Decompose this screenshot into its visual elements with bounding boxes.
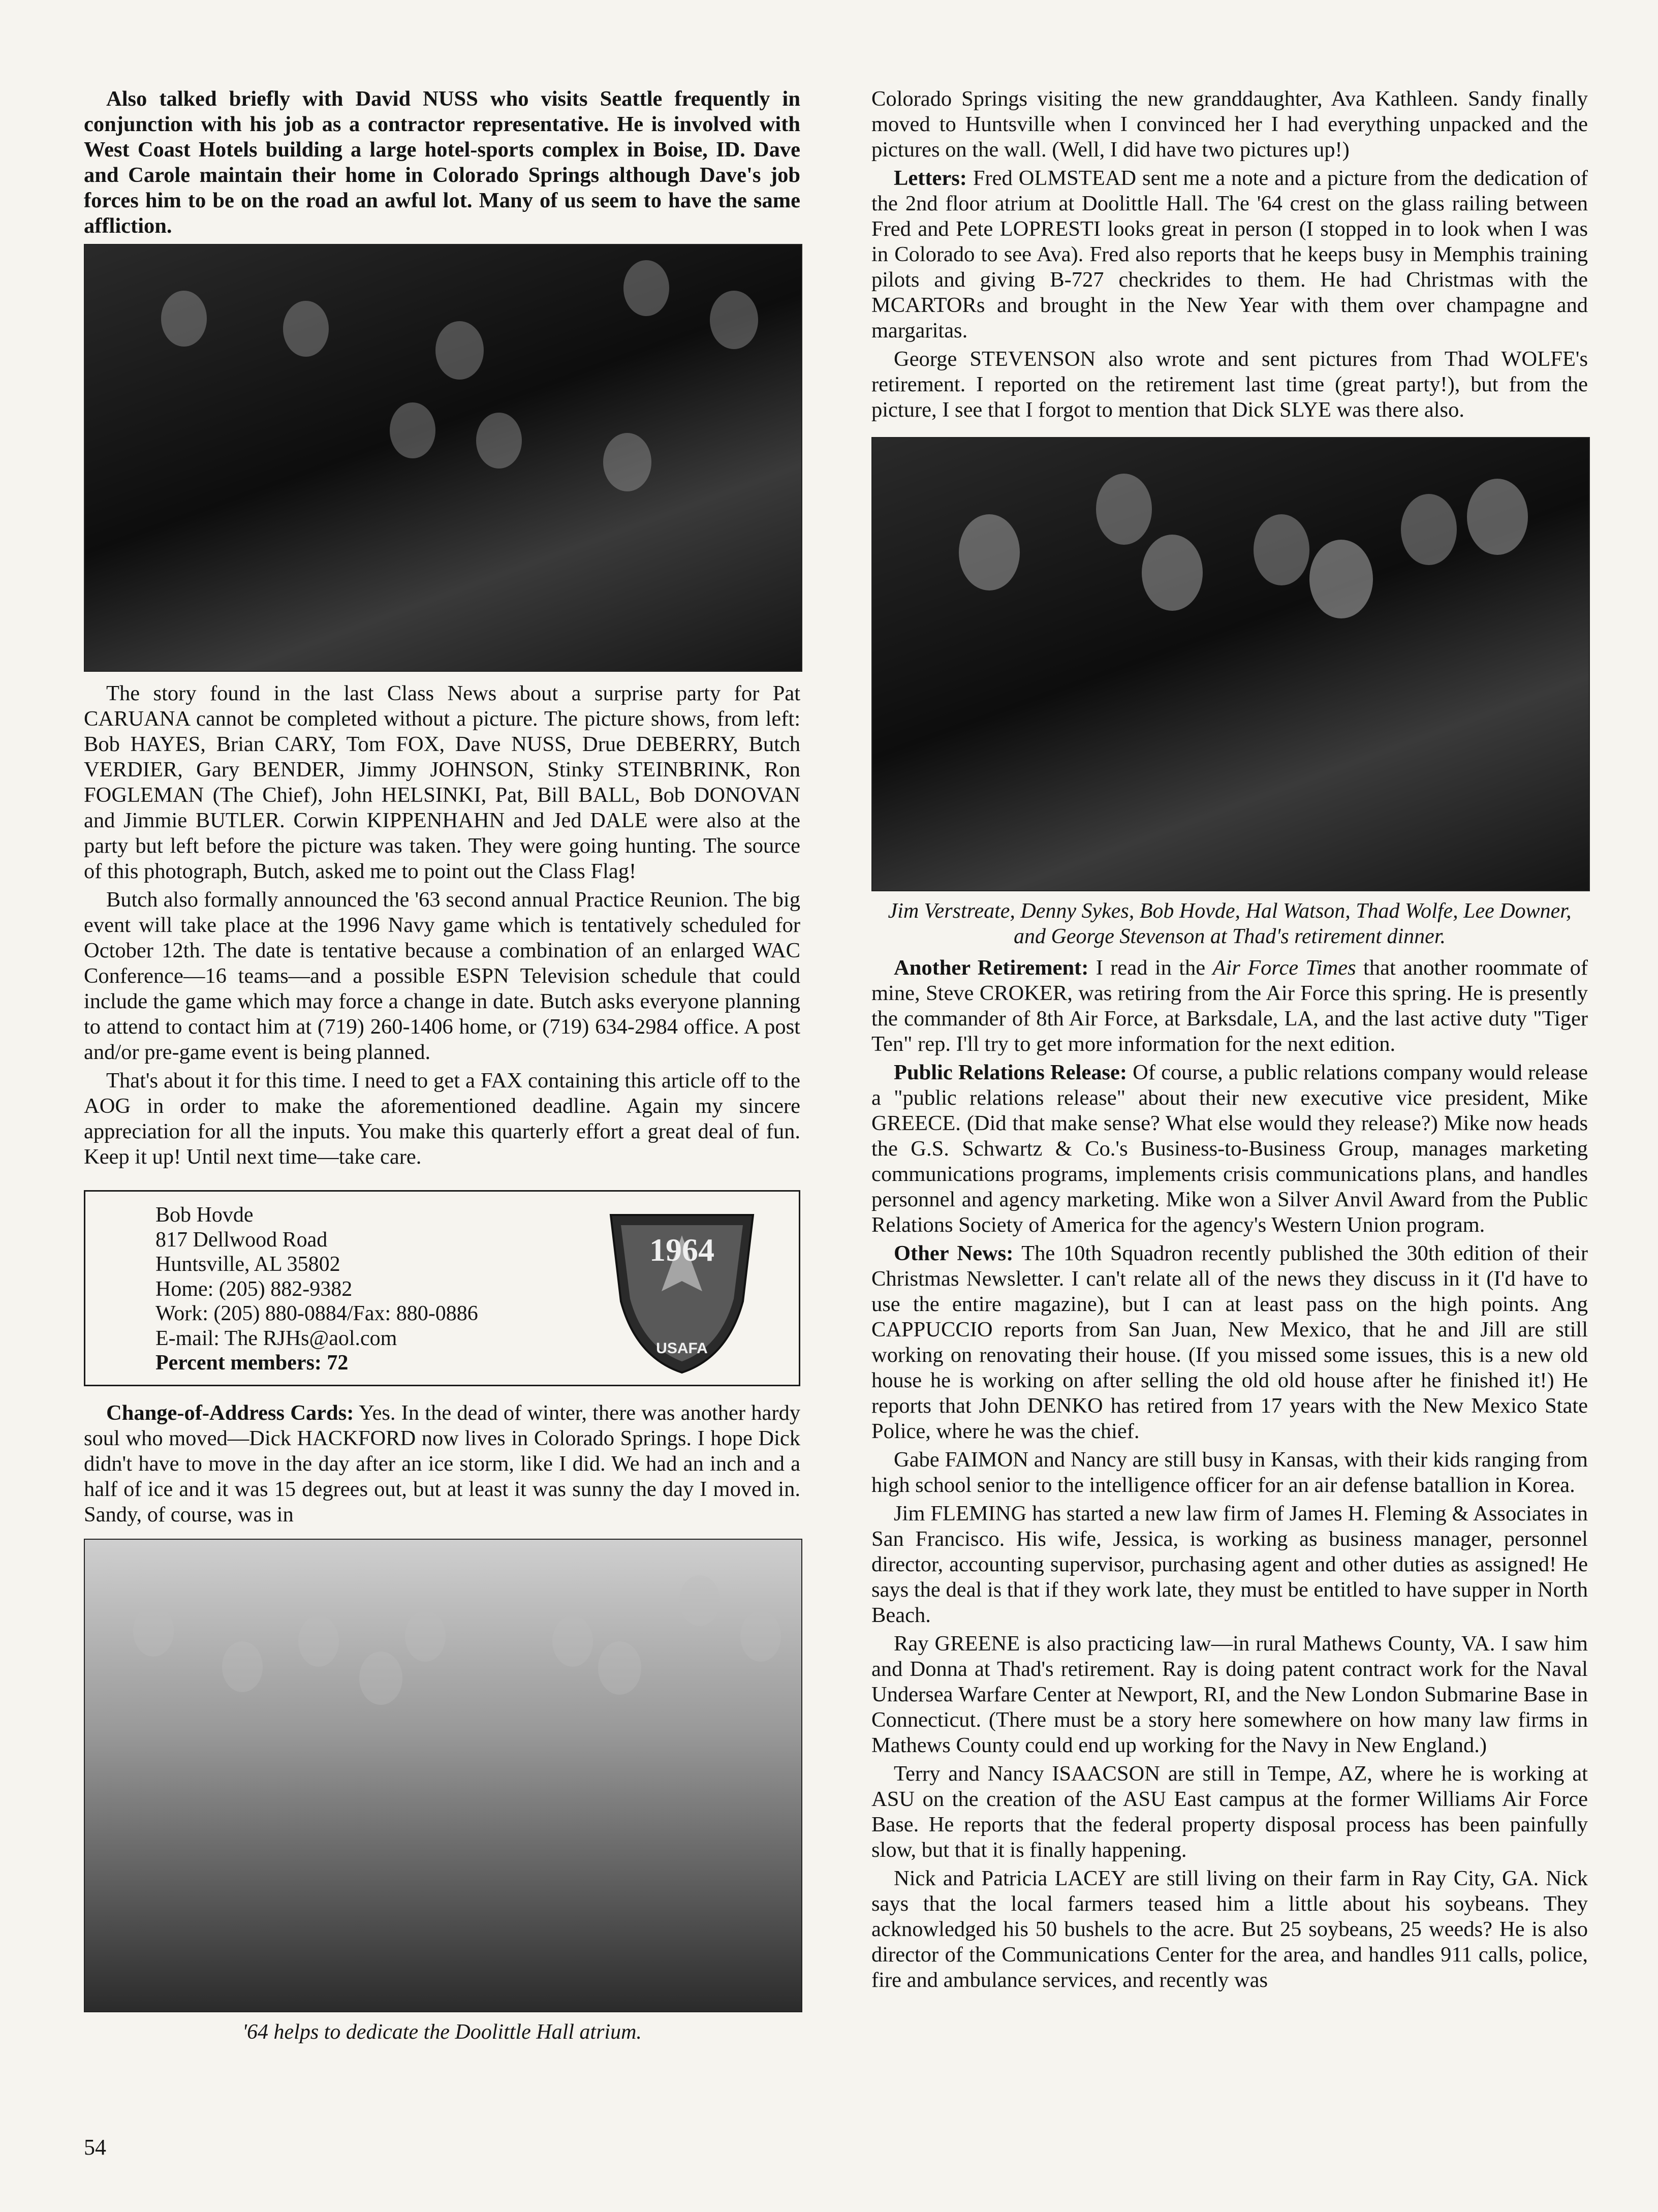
photo-figure: [298, 1616, 339, 1667]
photo-figure: [476, 413, 522, 469]
photo-figure: [222, 1641, 263, 1692]
contact-percent-members: Percent members: 72: [155, 1351, 349, 1375]
letters-paragraph: [871, 166, 1588, 344]
photo-figure: [283, 301, 329, 357]
other-news-text: The 10th Squadron recently published the 30th edition of their Christmas Newsletter. I can't relate all of the news they discuss in it (I'd have to use the entire magazine), but I can at least pass on the high points. Ang CAPPUCCIO reports from San Juan, New Mexico, that he and Jill are still working on renovating their house. (If you missed some issues, this is a new old house he is working on after selling the old old house after he finished it!) He reports that John DENKO has retired from 17 years with the New Mexico State Police, where he was the chief.: [871, 1241, 1588, 1443]
public-relations-paragraph: [871, 1060, 1588, 1238]
photo-figure: [603, 433, 651, 491]
crest-letters: USAFA: [656, 1340, 708, 1357]
class-scribe-contact-box: [84, 1190, 800, 1386]
closing-paragraph: That's about it for this time. I need to get a FAX containing this article off to the AOG in order to make the aforementioned deadline. Again my sincere appreciation for all the inputs. You make this quarterly effort a great deal of fun. Keep it up! Until next time—take care.: [84, 1069, 800, 1169]
photo-figure: [435, 321, 484, 380]
class-crest-icon: [601, 1205, 763, 1376]
reunion-paragraph: Butch also formally announced the '63 second annual Practice Reunion. The big event will take place at the 1996 Navy game which is tentatively scheduled for October 12th. The date is tentative because a combination of an enlarged WAC Conference—16 teams—and a possible ESPN Television schedule that could include the game which may force a change in date. Butch asks everyone planning to attend to contact him at (719) 260-1406 home, or (719) 634-2984 office. A post and/or pre-game event is being planned.: [84, 888, 800, 1064]
photo-figure: [1142, 535, 1203, 611]
photo-figure: [1401, 494, 1457, 565]
other-news-heading: Other News:: [894, 1241, 1014, 1265]
contact-home-phone: Home: (205) 882-9382: [155, 1277, 353, 1301]
change-of-address-heading: Change-of-Address Cards:: [106, 1401, 354, 1425]
another-retirement-text-a: I read in the: [1088, 956, 1213, 980]
faimon-paragraph: Gabe FAIMON and Nancy are still busy in Kansas, with their kids ranging from high school senior to the intelligence officer for an air defense batallion in Korea.: [871, 1448, 1588, 1497]
letters-text: Fred OLMSTEAD sent me a note and a picture from the dedication of the 2nd floor atrium at Doolittle Hall. The '64 crest on the glass railing between Fred and Pete LOPRESTI looks great in person (I stopped in to look when I was in Colorado to see Ava). Fred also reports that he keeps busy in Memphis training pilots and giving B-727 checkrides to them. He had Christmas with the MCARTORs and brought in the New Year with them over champagne and margaritas.: [871, 166, 1588, 342]
contact-address-line-1: 817 Dellwood Road: [155, 1228, 328, 1252]
contact-name: Bob Hovde: [155, 1203, 254, 1227]
contact-address-line-2: Huntsville, AL 35802: [155, 1253, 340, 1276]
granddaughter-paragraph: Colorado Springs visiting the new granddaughter, Ava Kathleen. Sandy finally moved to Huntsville when I convinced her I had everything unpacked and the pictures on the wall. (Well, I did have two pictures up!): [871, 87, 1588, 162]
letters-heading: Letters:: [894, 166, 967, 190]
contact-email: E-mail: The RJHs@aol.com: [155, 1326, 397, 1350]
page-number: 54: [84, 2135, 106, 2160]
photo-figure: [552, 1616, 593, 1667]
photo-figure: [598, 1641, 641, 1695]
photo-figure: [710, 291, 758, 349]
nuss-paragraph: Also talked briefly with David NUSS who visits Seattle frequently in conjunction with his job as a contractor representative. He is involved with West Coast Hotels building a large hotel-sports complex in Boise, ID. Dave and Carole maintain their home in Colorado Springs although Dave's job forces him to be on the road an awful lot. Many of us seem to have the same affliction.: [84, 87, 800, 238]
stevenson-paragraph: George STEVENSON also wrote and sent pictures from Thad WOLFE's retirement. I reported on the retirement last time (great party!), but from the picture, I see that I forgot to mention that Dick SLYE was there also.: [871, 347, 1588, 422]
photo-figure: [679, 1575, 720, 1626]
greene-paragraph: Ray GREENE is also practicing law—in rural Mathews County, VA. I saw him and Donna at Thad's retirement. Ray is doing patent contract work for the Naval Undersea Warfare Center at Newport, RI, and the New London Submarine Base in Connecticut. (There must be a story here somewhere on how many law firms in Mathews County could end up working for the Navy in New England.): [871, 1632, 1588, 1757]
air-force-times-title: Air Force Times: [1212, 956, 1356, 980]
public-relations-text: Of course, a public relations company would release a "public relations release" about their new executive vice president, Mike GREECE. (Did that make sense? What else would they release?) Mike now heads the G.S. Schwartz & Co.'s Business-to-Business Group, manages marketing communications programs, implements crisis communications plans, and handles personnel and agency marketing. Mike won a Silver Anvil Award from the Public Relations Society of America for the agency's Western Union program.: [871, 1061, 1588, 1237]
lacey-paragraph: Nick and Patricia LACEY are still living on their farm in Ray City, GA. Nick says that the local farmers teased him a little about his soybeans. They acknowledged his 50 bushels to the acre. But 25 soybeans, 25 weeds? He is also director of the Communications Center for the area, and handles 911 calls, police, fire and ambulance services, and recently was: [871, 1866, 1588, 1992]
another-retirement-paragraph: [871, 955, 1588, 1057]
retirement-dinner-photo: [871, 437, 1590, 891]
photo-figure: [133, 1606, 174, 1657]
photo-figure: [623, 260, 669, 316]
photo-figure: [1254, 514, 1309, 585]
change-of-address-text: Yes. In the dead of winter, there was another hardy soul who moved—Dick HACKFORD now lives in Colorado Springs. I hope Dick didn't have to move in the day after an ice storm, like I did. We had an inch and a half of ice and it was 15 degrees out, but at least it was sunny the day I moved in. Sandy, of course, was in: [84, 1401, 800, 1526]
photo-figure: [1309, 540, 1373, 618]
other-news-paragraph: [871, 1241, 1588, 1444]
retirement-photo-caption: Jim Verstreate, Denny Sykes, Bob Hovde, Hal Watson, Thad Wolfe, Lee Downer, and George Stevenson at Thad's retirement dinner.: [888, 899, 1572, 948]
right-column: [871, 86, 1588, 1996]
photo-figure: [390, 402, 435, 458]
photo-figure: [1467, 479, 1528, 555]
fleming-paragraph: Jim FLEMING has started a new law firm of James H. Fleming & Associates in San Francisco. His wife, Jessica, is working as business manager, personnel director, accounting supervisor, purchasing agent and other duties as assigned! He says the deal is that if they work late, they must be entitled to have supper in North Beach.: [871, 1502, 1588, 1627]
contact-work-phone: Work: (205) 880-0884/Fax: 880-0886: [155, 1302, 478, 1325]
photo-figure: [405, 1611, 446, 1662]
isaacson-paragraph: Terry and Nancy ISAACSON are still in Tempe, AZ, where he is working at ASU on the creation of the ASU East campus at the former Williams Air Force Base. He reports that the federal property disposal process has been painfully slow, but that it is finally happening.: [871, 1762, 1588, 1862]
public-relations-heading: Public Relations Release:: [894, 1061, 1128, 1084]
photo-figure: [959, 514, 1020, 590]
party-photo: [84, 244, 802, 672]
atrium-photo-caption: '64 helps to dedicate the Doolittle Hall atrium.: [242, 2020, 642, 2044]
another-retirement-heading: Another Retirement:: [894, 956, 1089, 980]
photo-figure: [359, 1652, 402, 1705]
photo-figure: [1096, 474, 1152, 545]
crest-year: 1964: [649, 1232, 714, 1268]
caruana-paragraph: The story found in the last Class News about a surprise party for Pat CARUANA cannot be completed without a picture. The picture shows, from left: Bob HAYES, Brian CARY, Tom FOX, Dave NUSS, Drue DEBERRY, Butch VERDIER, Gary BENDER, Jimmy JOHNSON, Stinky STEINBRINK, Ron FOGLEMAN (The Chief), John HELSINKI, Pat, Bill BALL, Bob DONOVAN and Jimmie BUTLER. Corwin KIPPENHAHN and Jed DALE were also at the party but left before the picture was taken. They were going hunting. The source of this photograph, Butch, asked me to point out the Class Flag!: [84, 681, 800, 883]
photo-figure: [161, 291, 207, 347]
photo-figure: [740, 1611, 781, 1662]
doolittle-atrium-photo: [84, 1539, 802, 2012]
another-retirement-text-b: that another roommate of mine, Steve CROKER, was retiring from the Air Force this spring. He is presently the commander of 8th Air Force, at Barksdale, LA, and the last active duty "Tiger Ten" rep. I'll try to get more information for the next edition.: [871, 956, 1588, 1056]
change-of-address-paragraph: [84, 1400, 800, 1528]
left-column: [84, 86, 800, 2051]
